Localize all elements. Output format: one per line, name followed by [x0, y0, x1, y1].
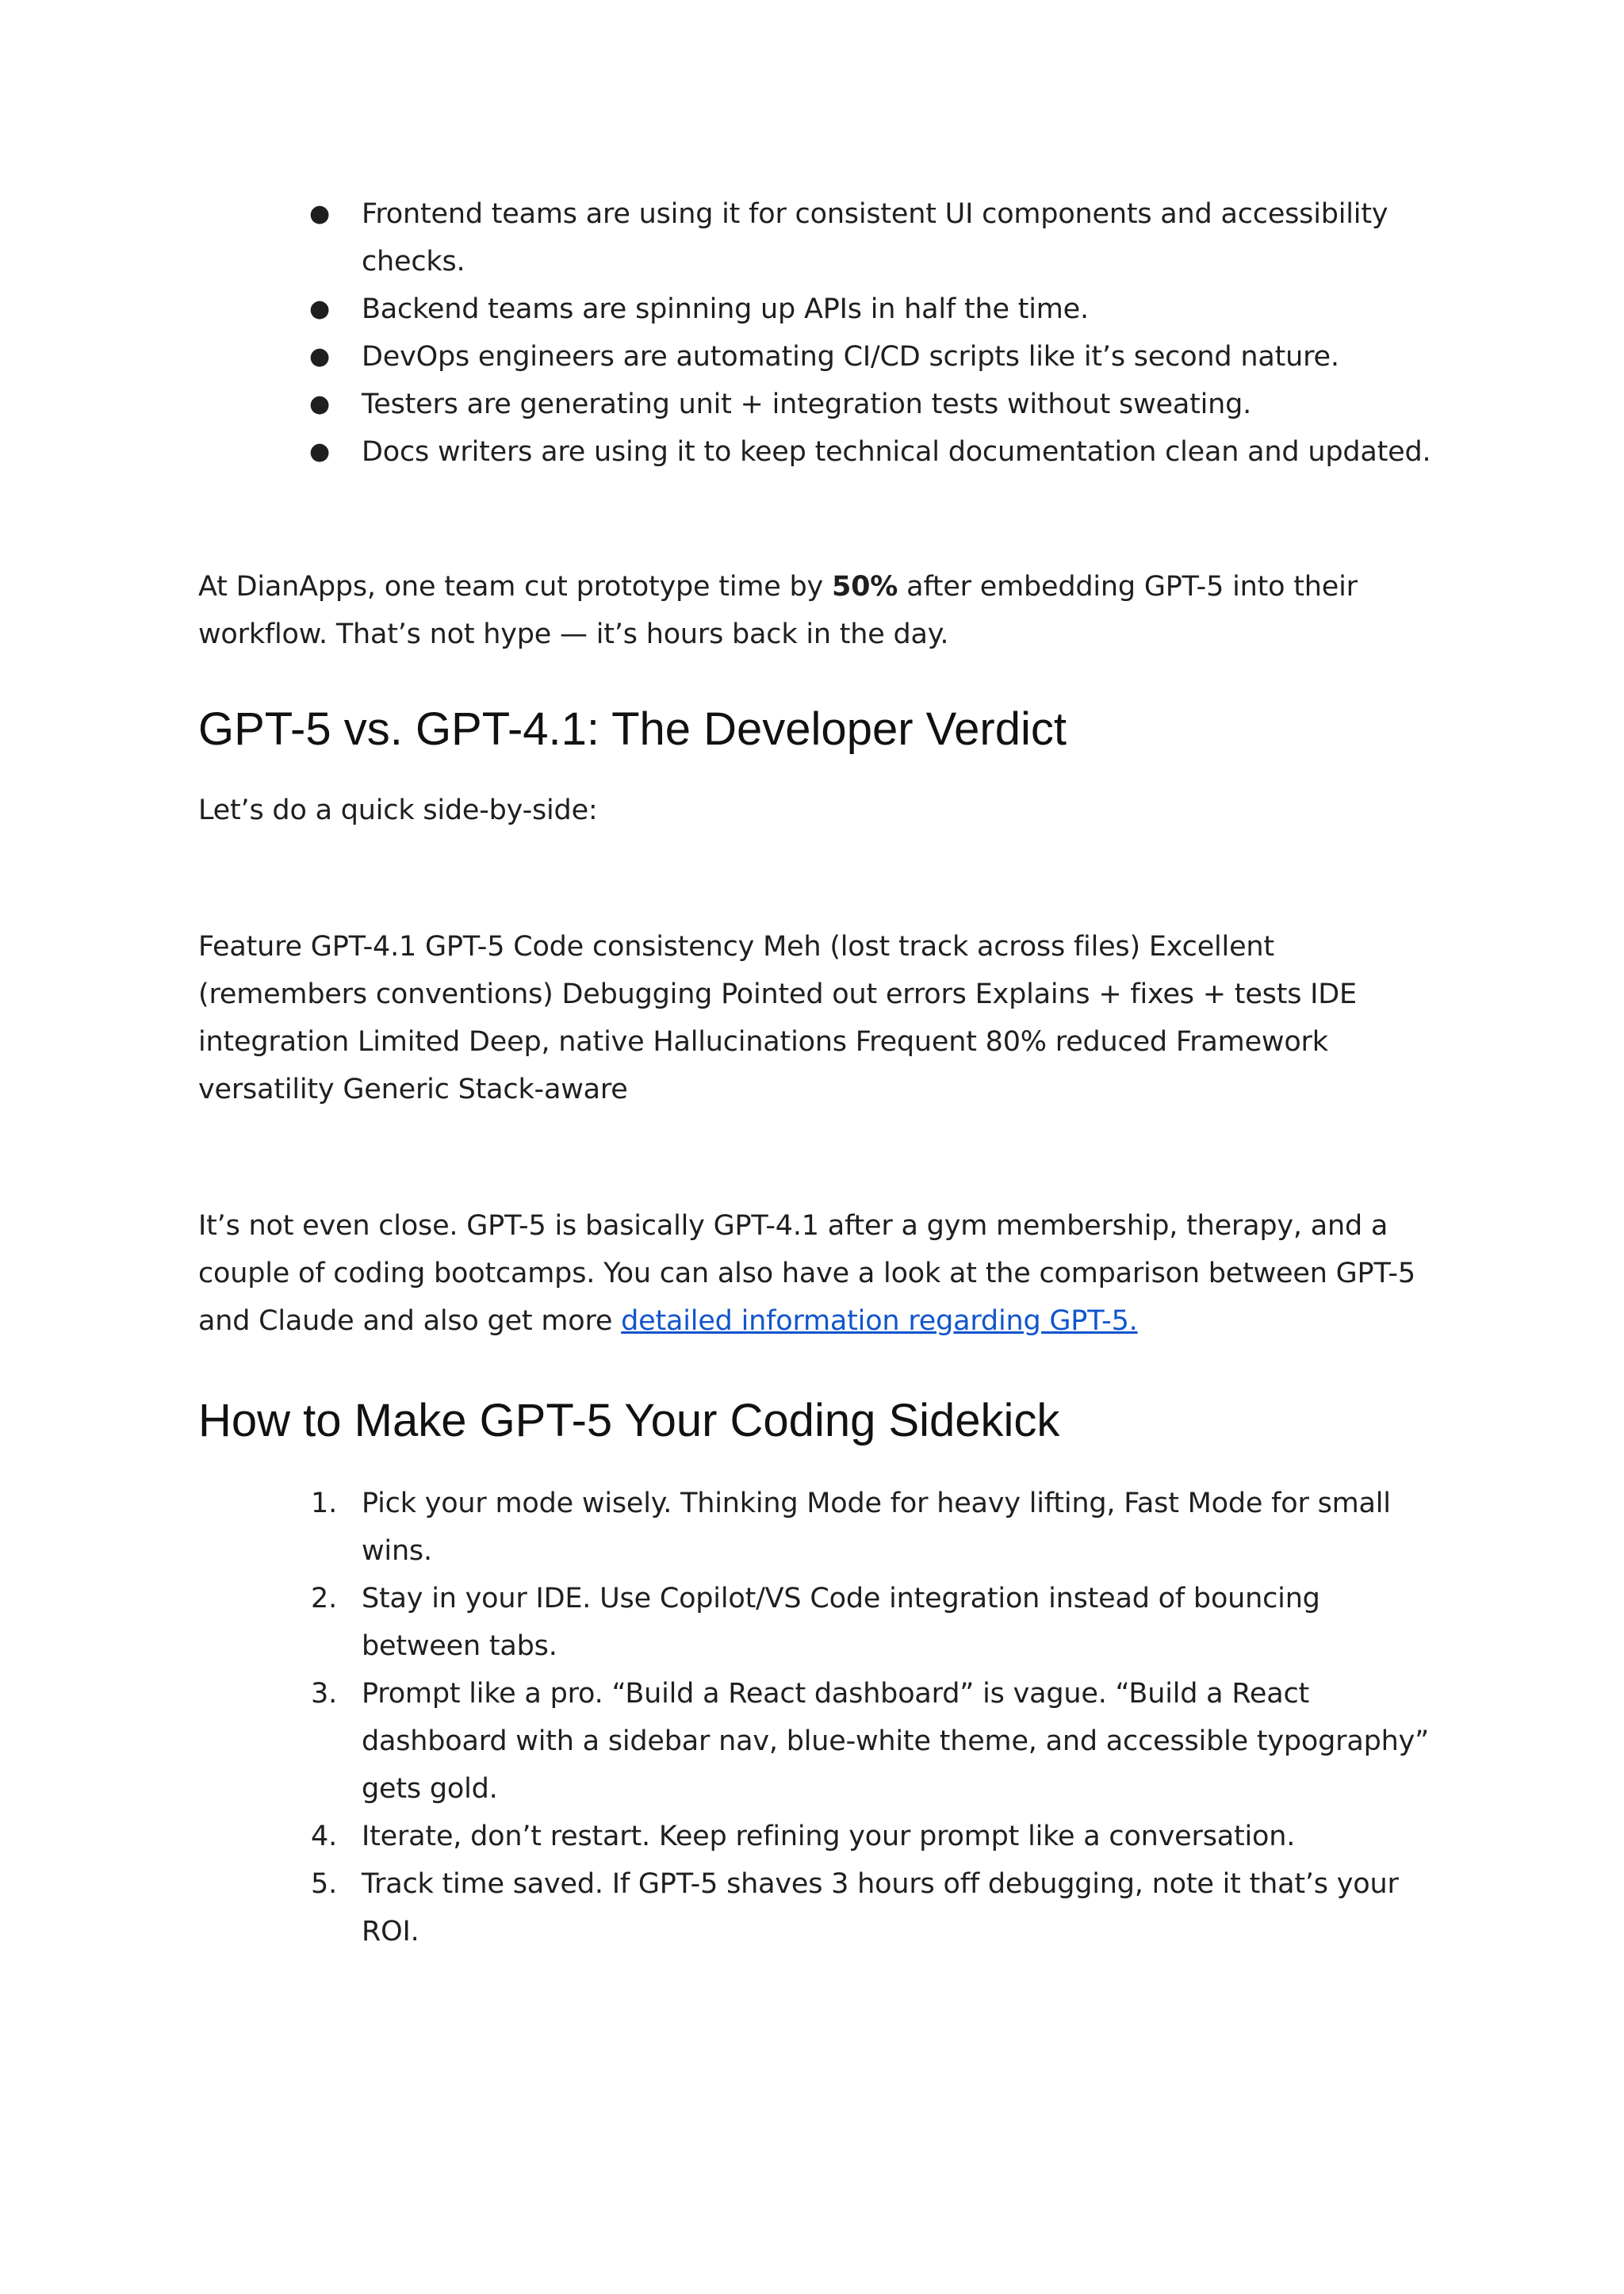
comparison-table-text: Feature GPT-4.1 GPT-5 Code consistency Meh (lost track across files) Excellent (remembers conventions) Debugging Pointed out errors Explains + fixes + tests IDE integration Limited Deep, native Hallucinations Frequent 80% reduced Framework versatility Generic Stack-aware — [198, 931, 1357, 1105]
bullet-marker: ● — [309, 438, 330, 465]
step-text: Iterate, don’t restart. Keep refining your prompt like a conversation. — [362, 1821, 1296, 1852]
bullet-text: Testers are generating unit + integration tests without sweating. — [362, 389, 1252, 420]
step-text: Stay in your IDE. Use Copilot/VS Code integration instead of bouncing between tabs. — [362, 1583, 1320, 1662]
bullet-item — [198, 285, 1435, 333]
step-number: 5. — [311, 1868, 337, 1900]
step-number: 2. — [311, 1583, 337, 1614]
bullet-text: Frontend teams are using it for consistent UI components and accessibility checks. — [362, 198, 1388, 278]
verdict-conclusion: It’s not even close. GPT-5 is basically GPT-4.1 after a gym membership, therapy, and a couple of coding bootcamps. You can also have a look at the comparison between GPT-5 and Claude and also get more detailed information regarding GPT-5. — [198, 1210, 1415, 1337]
sidekick-heading: How to Make GPT-5 Your Coding Sidekick — [198, 1395, 1060, 1446]
highlight-stat: 50% — [831, 571, 898, 603]
bullet-item — [198, 428, 1435, 476]
step-item — [198, 1480, 1435, 1575]
bullet-marker: ● — [309, 295, 330, 323]
dianapps-paragraph: At DianApps, one team cut prototype time by 50% after embedding GPT-5 into their workflow. That’s not hype — it’s hours back in the day. — [198, 571, 1358, 650]
bullet-marker: ● — [309, 200, 330, 228]
bullet-item — [198, 333, 1435, 381]
bullet-item — [198, 381, 1435, 428]
step-text: Prompt like a pro. “Build a React dashboard” is vague. “Build a React dashboard with a sidebar nav, blue-white theme, and accessible typography” gets gold. — [362, 1678, 1430, 1805]
gpt5-details-link[interactable]: detailed information regarding GPT-5. — [621, 1305, 1138, 1337]
step-number: 1. — [311, 1488, 337, 1519]
bullet-text: Docs writers are using it to keep technical documentation clean and updated. — [362, 436, 1431, 468]
step-text: Track time saved. If GPT-5 shaves 3 hours off debugging, note it that’s your ROI. — [362, 1868, 1399, 1947]
document-page — [198, 190, 1435, 1955]
step-item — [198, 1860, 1435, 1955]
step-number: 4. — [311, 1821, 337, 1852]
verdict-heading: GPT-5 vs. GPT-4.1: The Developer Verdict — [198, 703, 1067, 755]
step-text: Pick your mode wisely. Thinking Mode for heavy lifting, Fast Mode for small wins. — [362, 1488, 1391, 1567]
step-item — [198, 1575, 1435, 1670]
verdict-intro: Let’s do a quick side-by-side: — [198, 795, 598, 826]
step-item — [198, 1670, 1435, 1813]
bullet-text: Backend teams are spinning up APIs in half the time. — [362, 293, 1089, 325]
bullet-item — [198, 190, 1435, 285]
step-number: 3. — [311, 1678, 337, 1710]
bullet-marker: ● — [309, 390, 330, 418]
bullet-text: DevOps engineers are automating CI/CD scripts like it’s second nature. — [362, 341, 1339, 373]
bullet-marker: ● — [309, 343, 330, 370]
usage-bullet-list — [198, 190, 1435, 476]
step-item — [198, 1813, 1435, 1860]
sidekick-steps-list — [198, 1480, 1435, 1955]
